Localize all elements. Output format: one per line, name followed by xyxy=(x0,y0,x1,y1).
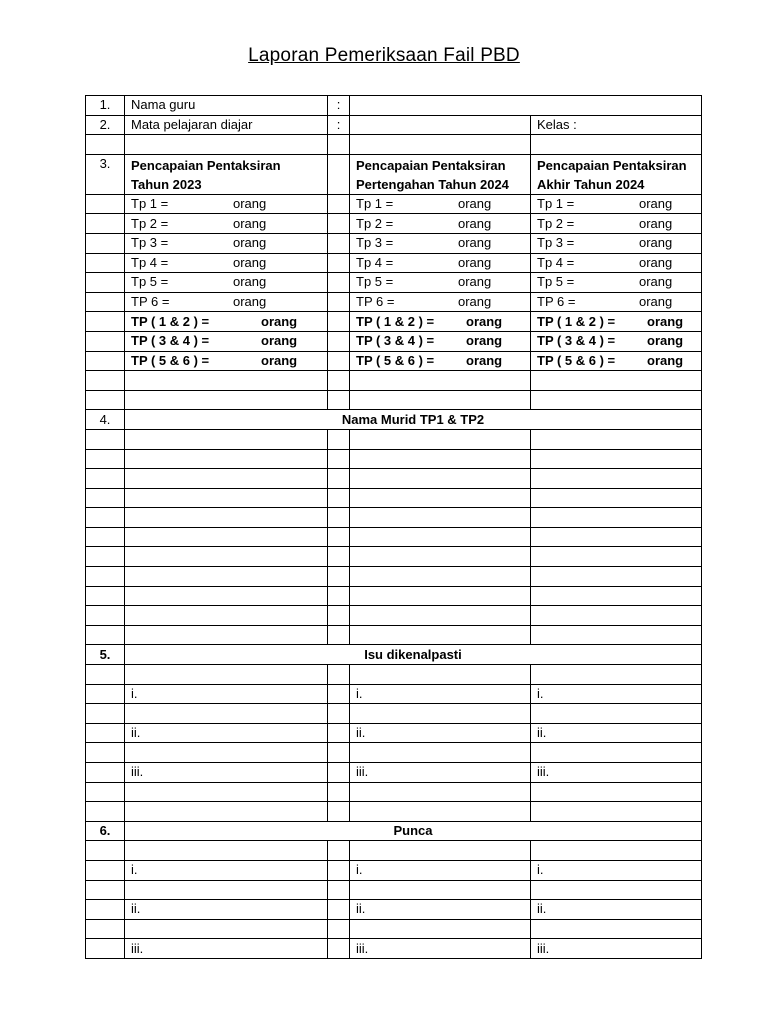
header-line: Tahun 2023 xyxy=(131,176,202,192)
tp-group-unit: orang xyxy=(466,313,503,329)
field-mata-pelajaran[interactable] xyxy=(350,115,531,135)
punca-item[interactable]: i. xyxy=(125,860,328,880)
tp-label: Tp 4 = xyxy=(537,254,575,270)
isu-item[interactable]: i. xyxy=(350,684,531,704)
tp-group-cell-2023[interactable] xyxy=(125,331,328,351)
isu-item-row xyxy=(86,723,702,743)
tp-cell-2023[interactable] xyxy=(125,292,328,312)
tp-unit: orang xyxy=(233,294,267,310)
tp-group-unit: orang xyxy=(261,333,298,349)
tp-cell-mid-2024[interactable] xyxy=(350,292,531,312)
tp-unit: orang xyxy=(458,215,492,231)
tp-label: TP 6 = xyxy=(537,294,576,310)
tp-label: Tp 1 = xyxy=(356,196,394,212)
tp-unit: orang xyxy=(233,235,267,251)
tp-cell-end-2024[interactable] xyxy=(531,253,702,273)
student-row xyxy=(86,606,702,626)
tp-row xyxy=(86,273,702,293)
header-line: Pencapaian Pentaksiran xyxy=(131,157,281,173)
tp-group-unit: orang xyxy=(261,352,298,368)
inspection-form-table xyxy=(85,95,702,959)
tp-group-cell-2023[interactable] xyxy=(125,312,328,332)
student-row xyxy=(86,527,702,547)
header-2023 xyxy=(125,154,328,194)
isu-item[interactable]: i. xyxy=(531,684,702,704)
tp-unit: orang xyxy=(639,254,673,270)
label-kelas[interactable]: Kelas : xyxy=(531,115,702,135)
tp-cell-mid-2024[interactable] xyxy=(350,233,531,253)
blank-row xyxy=(86,782,702,802)
blank-row xyxy=(86,371,702,391)
tp-cell-2023[interactable] xyxy=(125,253,328,273)
row-number: 4. xyxy=(86,410,125,430)
tp-group-cell-mid-2024[interactable] xyxy=(350,351,531,371)
tp-cell-end-2024[interactable] xyxy=(531,292,702,312)
tp-group-label: TP ( 3 & 4 ) = xyxy=(356,333,435,349)
tp-unit: orang xyxy=(639,235,673,251)
punca-item[interactable]: i. xyxy=(350,860,531,880)
label-mata-pelajaran: Mata pelajaran diajar xyxy=(125,115,328,135)
tp-row xyxy=(86,233,702,253)
tp-group-cell-2023[interactable] xyxy=(125,351,328,371)
row-number: 3. xyxy=(86,154,125,194)
tp-row xyxy=(86,253,702,273)
tp-group-row xyxy=(86,331,702,351)
tp-unit: orang xyxy=(639,215,673,231)
student-row xyxy=(86,586,702,606)
tp-cell-mid-2024[interactable] xyxy=(350,214,531,234)
isu-item[interactable]: ii. xyxy=(350,723,531,743)
row-nama-guru xyxy=(86,96,702,116)
colon: : xyxy=(328,96,350,116)
tp-group-unit: orang xyxy=(647,313,684,329)
punca-item[interactable]: ii. xyxy=(125,900,328,920)
punca-item-row xyxy=(86,939,702,959)
tp-label: Tp 3 = xyxy=(131,235,169,251)
student-row xyxy=(86,469,702,489)
colon: : xyxy=(328,115,350,135)
isu-item[interactable]: iii. xyxy=(531,763,702,783)
row-number: 1. xyxy=(86,96,125,116)
tp-unit: orang xyxy=(639,294,673,310)
student-row xyxy=(86,508,702,528)
isu-item[interactable]: ii. xyxy=(531,723,702,743)
label-nama-guru: Nama guru xyxy=(125,96,328,116)
isu-item[interactable]: iii. xyxy=(125,763,328,783)
tp-cell-end-2024[interactable] xyxy=(531,194,702,214)
tp-label: Tp 1 = xyxy=(131,196,169,212)
blank-row xyxy=(86,704,702,724)
tp-group-unit: orang xyxy=(647,333,684,349)
row-number: 2. xyxy=(86,115,125,135)
tp-label: Tp 3 = xyxy=(537,235,575,251)
blank-row xyxy=(86,390,702,410)
tp-label: Tp 2 = xyxy=(131,215,169,231)
tp-unit: orang xyxy=(458,254,492,270)
document-title: Laporan Pemeriksaan Fail PBD xyxy=(248,45,520,66)
tp-label: Tp 4 = xyxy=(131,254,169,270)
tp-unit: orang xyxy=(458,196,492,212)
tp-cell-2023[interactable] xyxy=(125,194,328,214)
row-mata-pelajaran xyxy=(86,115,702,135)
tp-label: Tp 2 = xyxy=(537,215,575,231)
tp-cell-mid-2024[interactable] xyxy=(350,194,531,214)
blank-row xyxy=(86,880,702,900)
tp-unit: orang xyxy=(458,235,492,251)
tp-label: Tp 5 = xyxy=(131,274,169,290)
blank-row xyxy=(86,135,702,155)
punca-item[interactable]: iii. xyxy=(125,939,328,959)
tp-cell-mid-2024[interactable] xyxy=(350,253,531,273)
tp-label: TP 6 = xyxy=(356,294,395,310)
tp-group-unit: orang xyxy=(466,352,503,368)
tp-group-label: TP ( 5 & 6 ) = xyxy=(131,352,210,368)
tp-unit: orang xyxy=(458,294,492,310)
tp-group-cell-end-2024[interactable] xyxy=(531,312,702,332)
heading-nama-murid: Nama Murid TP1 & TP2 xyxy=(125,410,702,430)
punca-item[interactable]: ii. xyxy=(350,900,531,920)
tp-cell-2023[interactable] xyxy=(125,233,328,253)
tp-cell-end-2024[interactable] xyxy=(531,273,702,293)
row-punca-header xyxy=(86,821,702,841)
tp-label: Tp 5 = xyxy=(537,274,575,290)
tp-group-cell-mid-2024[interactable] xyxy=(350,312,531,332)
punca-item[interactable]: ii. xyxy=(531,900,702,920)
blank-row xyxy=(86,802,702,822)
blank-row xyxy=(86,841,702,861)
punca-item-row xyxy=(86,900,702,920)
header-line: Pencapaian Pentaksiran xyxy=(537,157,687,173)
heading-punca: Punca xyxy=(125,821,702,841)
tp-unit: orang xyxy=(639,196,673,212)
row-number: 6. xyxy=(86,821,125,841)
tp-group-label: TP ( 1 & 2 ) = xyxy=(131,313,210,329)
tp-label: Tp 1 = xyxy=(537,196,575,212)
blank-row xyxy=(86,919,702,939)
tp-group-label: TP ( 3 & 4 ) = xyxy=(131,333,210,349)
tp-unit: orang xyxy=(458,274,492,290)
row-nama-murid-header xyxy=(86,410,702,430)
row-pencapaian-header xyxy=(86,154,702,194)
tp-unit: orang xyxy=(233,196,267,212)
student-row xyxy=(86,625,702,645)
punca-item-row xyxy=(86,860,702,880)
tp-cell-end-2024[interactable] xyxy=(531,233,702,253)
student-row xyxy=(86,567,702,587)
tp-cell-end-2024[interactable] xyxy=(531,214,702,234)
row-isu-header xyxy=(86,645,702,665)
blank-row xyxy=(86,743,702,763)
heading-isu: Isu dikenalpasti xyxy=(125,645,702,665)
tp-row xyxy=(86,194,702,214)
student-row xyxy=(86,429,702,449)
header-line: Pertengahan Tahun 2024 xyxy=(356,176,509,192)
tp-label: TP 6 = xyxy=(131,294,170,310)
tp-group-unit: orang xyxy=(261,313,298,329)
tp-group-label: TP ( 3 & 4 ) = xyxy=(537,333,616,349)
tp-group-row xyxy=(86,312,702,332)
tp-group-label: TP ( 1 & 2 ) = xyxy=(537,313,616,329)
tp-group-label: TP ( 5 & 6 ) = xyxy=(537,352,616,368)
header-line: Pencapaian Pentaksiran xyxy=(356,157,506,173)
tp-unit: orang xyxy=(233,274,267,290)
tp-group-cell-end-2024[interactable] xyxy=(531,331,702,351)
isu-item[interactable]: iii. xyxy=(350,763,531,783)
tp-cell-mid-2024[interactable] xyxy=(350,273,531,293)
student-row xyxy=(86,547,702,567)
punca-item[interactable]: i. xyxy=(531,860,702,880)
tp-group-label: TP ( 5 & 6 ) = xyxy=(356,352,435,368)
tp-group-unit: orang xyxy=(647,352,684,368)
tp-row xyxy=(86,292,702,312)
field-nama-guru[interactable] xyxy=(350,96,702,116)
punca-item[interactable]: iii. xyxy=(350,939,531,959)
isu-item[interactable]: i. xyxy=(125,684,328,704)
header-pertengahan-2024 xyxy=(350,154,531,194)
student-row xyxy=(86,488,702,508)
tp-group-cell-mid-2024[interactable] xyxy=(350,331,531,351)
tp-group-unit: orang xyxy=(466,333,503,349)
row-number: 5. xyxy=(86,645,125,665)
isu-item-row xyxy=(86,684,702,704)
student-row xyxy=(86,449,702,469)
tp-group-label: TP ( 1 & 2 ) = xyxy=(356,313,435,329)
tp-unit: orang xyxy=(233,215,267,231)
punca-item[interactable]: iii. xyxy=(531,939,702,959)
tp-label: Tp 5 = xyxy=(356,274,394,290)
tp-label: Tp 2 = xyxy=(356,215,394,231)
tp-group-row xyxy=(86,351,702,371)
isu-item[interactable]: ii. xyxy=(125,723,328,743)
header-akhir-2024 xyxy=(531,154,702,194)
tp-cell-2023[interactable] xyxy=(125,214,328,234)
header-line: Akhir Tahun 2024 xyxy=(537,176,645,192)
tp-row xyxy=(86,214,702,234)
blank-row xyxy=(86,665,702,685)
tp-cell-2023[interactable] xyxy=(125,273,328,293)
tp-unit: orang xyxy=(639,274,673,290)
tp-group-cell-end-2024[interactable] xyxy=(531,351,702,371)
tp-unit: orang xyxy=(233,254,267,270)
isu-item-row xyxy=(86,763,702,783)
tp-label: Tp 4 = xyxy=(356,254,394,270)
tp-label: Tp 3 = xyxy=(356,235,394,251)
